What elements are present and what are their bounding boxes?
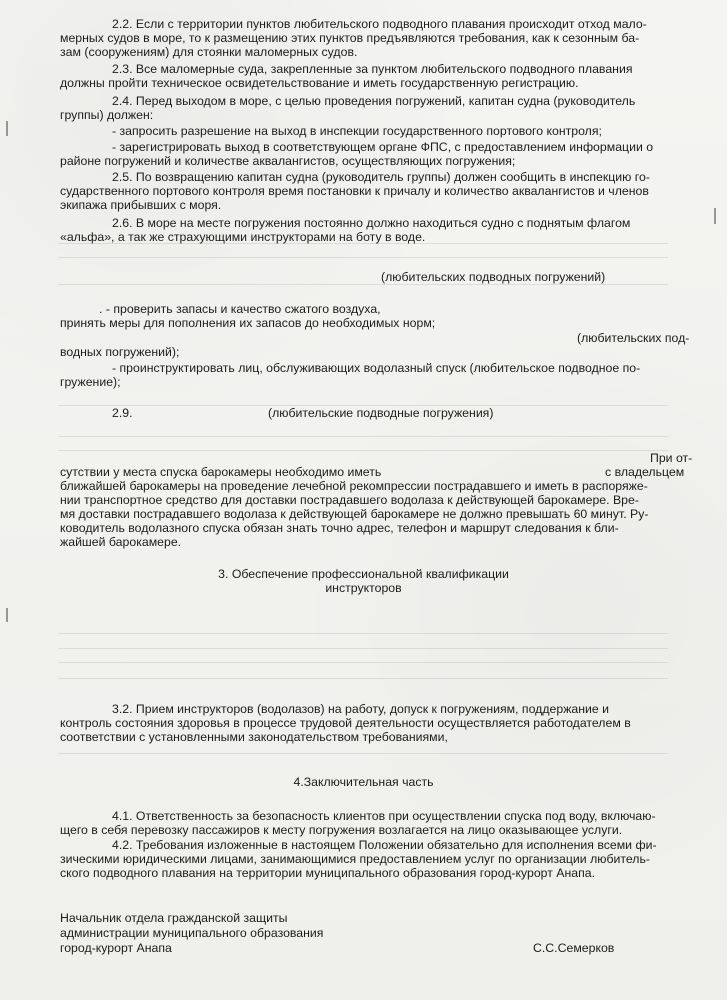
- paragraph-fragment: (любительские подводные погружения): [268, 406, 494, 420]
- paragraph-line: 3.2. Прием инструкторов (водолазов) на работу, допуск к погружениям, поддержание и: [112, 702, 610, 716]
- paragraph-line: экипажа прибывших с моря.: [60, 198, 222, 212]
- faded-line: [58, 450, 668, 451]
- signature-position-line: Начальник отдела гражданской защиты: [60, 911, 288, 925]
- paragraph-line: группы) должен:: [60, 108, 154, 122]
- signature-position-line: город-курорт Анапа: [60, 941, 172, 955]
- paragraph-line: 2.3. Все маломерные суда, закрепленные за пунктом любительского подводного плавания: [112, 62, 633, 76]
- paragraph-line: сударственного портового контроля время постановки к причалу и количество аквалангистов и членов: [60, 184, 649, 198]
- paragraph-line: ководитель водолазного спуска обязан знать точно адрес, телефон и маршрут следования к бли-: [60, 521, 619, 535]
- paragraph-line: 4.2. Требования изложенные в настоящем Положении обязательно для исполнения всеми фи-: [112, 838, 657, 852]
- section-4-title: 4.Заключительная часть: [293, 775, 434, 789]
- paragraph-line: сутствии у места спуска барокамеры необходимо иметь: [60, 465, 382, 479]
- paragraph-line: 2.5. По возвращению капитан судна (руководитель группы) должен сообщить в инспекцию го-: [112, 170, 650, 184]
- faded-line: [58, 678, 668, 679]
- section-3-subtitle: инструкторов: [325, 581, 402, 595]
- paragraph-fragment: . - проверить запасы и качество сжатого воздуха,: [99, 302, 381, 316]
- paragraph-line: жайшей барокамере.: [60, 535, 182, 549]
- paragraph-line: зическими юридическими лицами, занимающимися предоставлением услуг по организации любитель-: [60, 852, 650, 866]
- paragraph-line: зам (сооружениям) для стоянки маломерных судов.: [60, 45, 358, 59]
- paragraph-line: мерных судов в море, то к размещению этих пунктов предъявляются требования, как к сезонным ба-: [60, 31, 640, 45]
- paragraph-line: мя доставки пострадавшего водолаза к действующей барокамере не должно превышать 60 минут. Ру-: [60, 507, 649, 521]
- paragraph-line: соответствии с установленными законодательством требованиями,: [60, 730, 448, 744]
- scan-mark-left-middle: [6, 608, 8, 622]
- paragraph-line: принять меры для пополнения их запасов до необходимых норм;: [60, 316, 436, 330]
- paragraph-line: водных погружений);: [60, 345, 180, 359]
- paragraph-fragment: При от-: [650, 451, 693, 465]
- faded-line: [58, 436, 668, 437]
- paragraph-fragment: (любительских под-: [577, 331, 690, 345]
- signature-position-line: администрации муниципального образования: [60, 926, 324, 940]
- paragraph-line: - запросить разрешение на выход в инспекции государственного портового контроля;: [112, 124, 602, 138]
- paragraph-line: нии транспортное средство для доставки пострадавшего водолаза к действующей барокамере. Вре-: [60, 493, 639, 507]
- faded-line: [58, 648, 668, 649]
- paragraph-line: - зарегистрировать выход в соответствующем органе ФПС, с предоставлением информации о: [112, 140, 654, 154]
- scan-mark-left-top: [6, 121, 8, 136]
- paragraph-line: ближайшей барокамеры на проведение лечебной рекомпрессии пострадавшего и иметь в распоряже-: [60, 479, 648, 493]
- paragraph-line: «альфа», а так же страхующими инструкторами на боту в воде.: [60, 230, 426, 244]
- paragraph-fragment: с владельцем: [605, 465, 685, 479]
- section-3-title: 3. Обеспечение профессиональной квалификации: [218, 567, 509, 581]
- faded-line: [58, 753, 668, 754]
- paragraph-line: 4.1. Ответственность за безопасность клиентов при осуществлении спуска под воду, включаю-: [112, 809, 656, 823]
- faded-line: [58, 662, 668, 663]
- signatory-name: С.С.Семерков: [533, 941, 615, 955]
- faded-line: [58, 633, 668, 634]
- faded-line: [58, 284, 668, 285]
- paragraph-line: должны пройти техническое освидетельствование и иметь государственную регистрацию.: [60, 76, 579, 90]
- paragraph-line: районе погружений и количестве аквалангистов, осуществляющих погружения;: [60, 154, 516, 168]
- paragraph-line: контроль состояния здоровья в процессе трудовой деятельности осуществляется работодателем в: [60, 716, 631, 730]
- scan-mark-right: [714, 208, 716, 224]
- paragraph-line: ского подводного плавания на территории муниципального образования город-курорт Анапа.: [60, 866, 596, 880]
- paragraph-fragment: (любительских подводных погружений): [381, 270, 606, 284]
- paragraph-line: - проинструктировать лиц, обслуживающих водолазный спуск (любительское подводное по-: [112, 361, 641, 375]
- paragraph-line: 2.4. Перед выходом в море, с целью проведения погружений, капитан судна (руководитель: [112, 94, 636, 108]
- paragraph-line: щего в себя перевозку пассажиров к месту погружения возлагается на лицо оказывающее услуги.: [60, 823, 623, 837]
- faded-line: [58, 257, 668, 258]
- paragraph-line: 2.2. Если с территории пунктов любительского подводного плавания происходит отход мало-: [112, 17, 647, 31]
- paragraph-number: 2.9.: [112, 406, 133, 420]
- paragraph-line: гружение);: [60, 375, 121, 389]
- paragraph-line: 2.6. В море на месте погружения постоянно должно находиться судно с поднятым флагом: [112, 216, 631, 230]
